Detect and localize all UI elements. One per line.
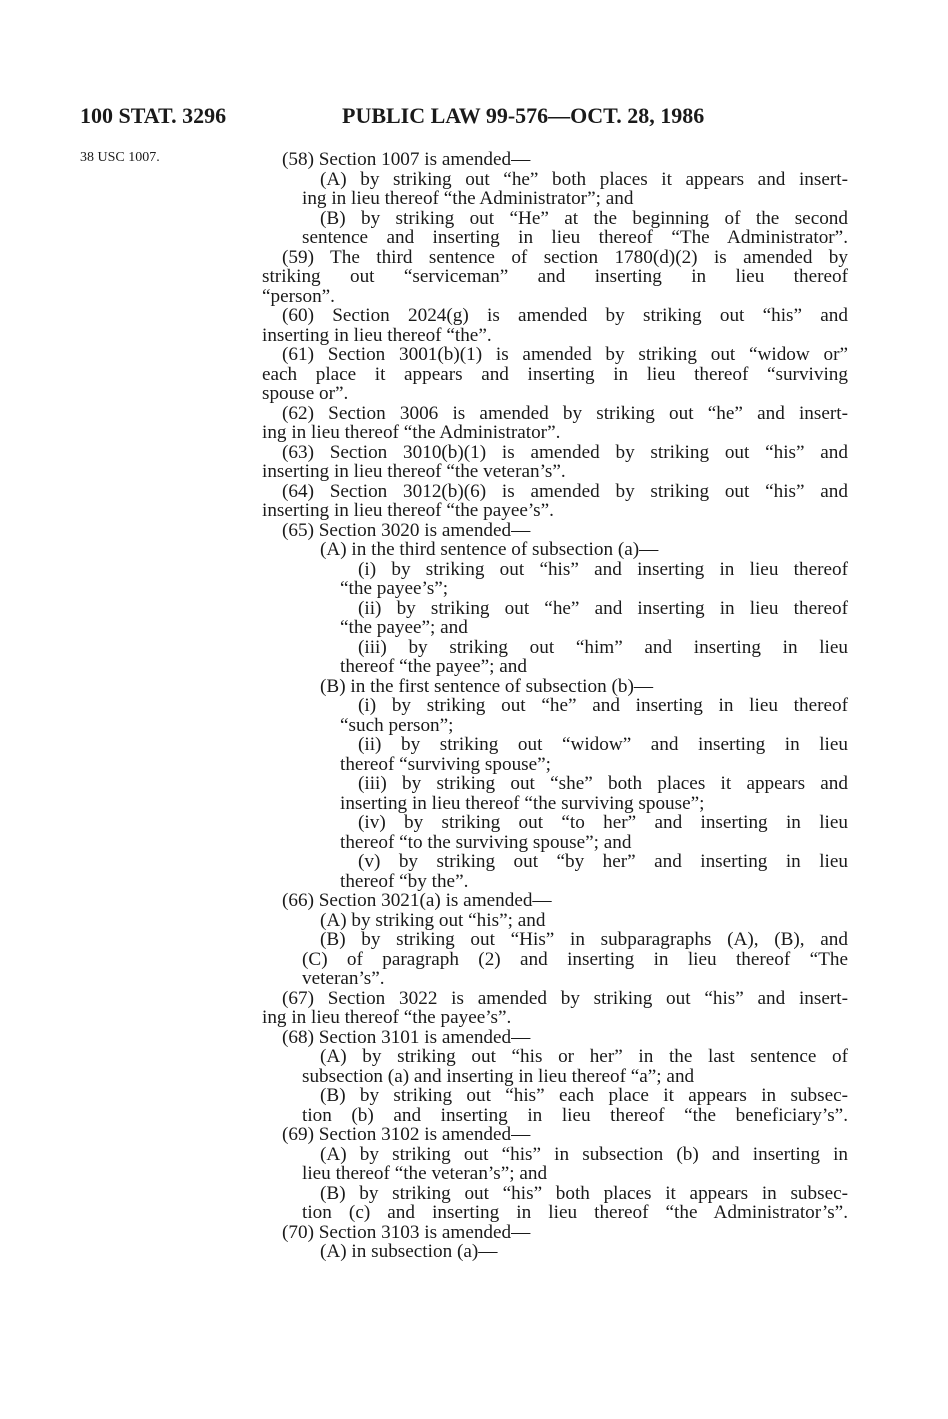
text-line: (58) Section 1007 is amended— — [282, 149, 531, 170]
text-line: (A) in the third sentence of subsection (a)— — [320, 539, 659, 560]
text-line: (ii) by striking out “he” and inserting in lieu thereof — [358, 597, 848, 619]
margin-citation: 38 USC 1007. — [80, 150, 160, 165]
text-line: striking out “serviceman” and inserting in lieu thereof — [262, 266, 848, 287]
text-line: (iii) by striking out “him” and inserting in lieu — [358, 636, 848, 658]
text-line: (59) The third sentence of section 1780(d)(2) is amended by — [282, 246, 848, 268]
text-line: (61) Section 3001(b)(1) is amended by striking out “widow or” — [282, 344, 848, 365]
text-line: lieu thereof “the veteran’s”; and — [302, 1163, 548, 1184]
text-line: (70) Section 3103 is amended— — [282, 1221, 531, 1243]
text-line: (67) Section 3022 is amended by striking out “his” and insert- — [282, 987, 848, 1009]
text-line: sentence and inserting in lieu thereof “The Administrator”. — [302, 227, 848, 248]
text-line: (B) by striking out “He” at the beginning of the second — [320, 207, 848, 229]
text-line: (i) by striking out “he” and inserting in lieu thereof — [358, 695, 848, 716]
text-line: (B) in the first sentence of subsection (b)— — [320, 675, 654, 697]
text-line: (A) by striking out “his”; and — [320, 909, 546, 931]
text-line: “the payee”; and — [340, 617, 468, 638]
text-line: (ii) by striking out “widow” and inserting in lieu — [358, 734, 848, 755]
text-line: inserting in lieu thereof “the veteran’s”. — [262, 461, 566, 482]
text-line: each place it appears and inserting in lieu thereof “surviving — [262, 363, 848, 385]
text-line: ing in lieu thereof “the Administrator”. — [262, 422, 561, 443]
page-title: PUBLIC LAW 99-576—OCT. 28, 1986 — [342, 103, 705, 128]
text-line: (B) by striking out “his” both places it appears in subsec- — [320, 1182, 848, 1204]
text-line: thereof “to the surviving spouse”; and — [340, 831, 632, 853]
text-line: inserting in lieu thereof “the”. — [262, 324, 492, 346]
text-line: ing in lieu thereof “the Administrator”; and — [302, 188, 634, 209]
text-line: “the payee’s”; — [340, 578, 449, 599]
text-line: (C) of paragraph (2) and inserting in lieu thereof “The — [302, 948, 848, 970]
text-line: (iv) by striking out “to her” and inserting in lieu — [358, 812, 848, 833]
text-line: tion (c) and inserting in lieu thereof “the Administrator’s”. — [302, 1202, 848, 1223]
text-line: (65) Section 3020 is amended— — [282, 519, 531, 541]
text-line: (62) Section 3006 is amended by striking out “he” and insert- — [282, 402, 848, 424]
text-line: (66) Section 3021(a) is amended— — [282, 890, 552, 911]
text-line: tion (b) and inserting in lieu thereof “the beneficiary’s”. — [302, 1104, 848, 1126]
text-line: ing in lieu thereof “the payee’s”. — [262, 1007, 512, 1028]
text-line: (A) by striking out “his or her” in the last sentence of — [320, 1046, 848, 1067]
text-line: veteran’s”. — [302, 968, 385, 989]
text-line: (60) Section 2024(g) is amended by striking out “his” and — [282, 305, 848, 326]
text-line: “such person”; — [340, 714, 454, 736]
text-line: spouse or”. — [262, 383, 349, 404]
text-line: thereof “the payee”; and — [340, 656, 527, 677]
text-line: subsection (a) and inserting in lieu thereof “a”; and — [302, 1065, 695, 1087]
text-line: (63) Section 3010(b)(1) is amended by striking out “his” and — [282, 441, 848, 463]
text-line: (A) by striking out “his” in subsection (b) and inserting in — [320, 1143, 848, 1165]
text-line: (69) Section 3102 is amended— — [282, 1124, 531, 1145]
text-line: inserting in lieu thereof “the surviving spouse”; — [340, 792, 705, 814]
text-line: (v) by striking out “by her” and inserting in lieu — [358, 851, 848, 872]
text-line: “person”. — [262, 285, 335, 307]
text-line: (A) in subsection (a)— — [320, 1241, 498, 1262]
text-line: (64) Section 3012(b)(6) is amended by striking out “his” and — [282, 480, 848, 502]
body-text — [262, 150, 848, 1262]
text-line: (iii) by striking out “she” both places it appears and — [358, 773, 848, 794]
text-line: (68) Section 3101 is amended— — [282, 1026, 531, 1048]
text-line: inserting in lieu thereof “the payee’s”. — [262, 500, 554, 521]
text-line: (B) by striking out “his” each place it appears in subsec- — [320, 1085, 848, 1106]
statute-page-number: 100 STAT. 3296 — [80, 103, 227, 128]
text-line: thereof “by the”. — [340, 870, 469, 892]
text-line: thereof “surviving spouse”; — [340, 753, 552, 775]
text-line: (B) by striking out “His” in subparagraphs (A), (B), and — [320, 929, 848, 950]
text-line: (A) by striking out “he” both places it appears and insert- — [320, 168, 848, 190]
text-line: (i) by striking out “his” and inserting in lieu thereof — [358, 558, 848, 580]
